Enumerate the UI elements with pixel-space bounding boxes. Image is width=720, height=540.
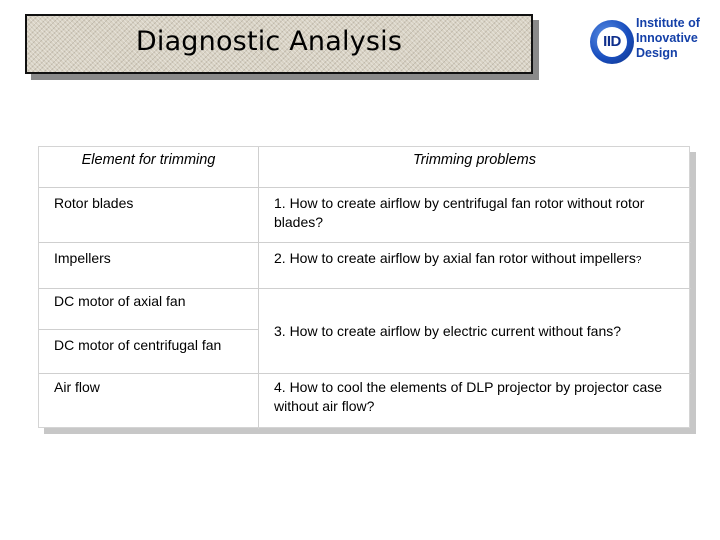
row-divider	[39, 373, 691, 374]
row-divider	[39, 329, 258, 330]
logo-text	[636, 16, 716, 61]
logo-mark: IID	[603, 33, 621, 50]
element-cell: Rotor blades	[54, 195, 134, 211]
logo-line-3: Design	[636, 46, 678, 60]
problem-suffix: ?	[635, 255, 642, 266]
row-divider	[39, 288, 691, 289]
header-element-for-trimming: Element for trimming	[81, 152, 216, 168]
table-body	[38, 146, 690, 428]
logo-line-2: Innovative	[636, 31, 698, 45]
diagnostic-table	[38, 146, 690, 428]
element-cell: Air flow	[54, 379, 100, 395]
logo-line-1: Institute of	[636, 16, 700, 30]
element-cell: DC motor of axial fan	[54, 293, 186, 309]
problem-cell: 3. How to create airflow by electric current without fans?	[274, 323, 622, 339]
page-title: Diagnostic Analysis	[135, 26, 403, 57]
problem-cell: 1. How to create airflow by centrifugal fan rotor without rotor blades?	[274, 195, 645, 230]
institute-logo	[588, 14, 712, 66]
title-box	[25, 14, 533, 74]
header-trimming-problems: Trimming problems	[412, 152, 536, 168]
row-divider	[39, 187, 691, 188]
problem-cell	[274, 249, 679, 270]
problem-cell: 4. How to cool the elements of DLP projector by projector case without air flow?	[274, 379, 663, 414]
element-cell: DC motor of centrifugal fan	[54, 337, 222, 353]
problem-text: 2. How to create airflow by axial fan rotor without impellers	[274, 250, 636, 266]
row-divider	[39, 242, 691, 243]
element-cell: Impellers	[54, 250, 111, 266]
